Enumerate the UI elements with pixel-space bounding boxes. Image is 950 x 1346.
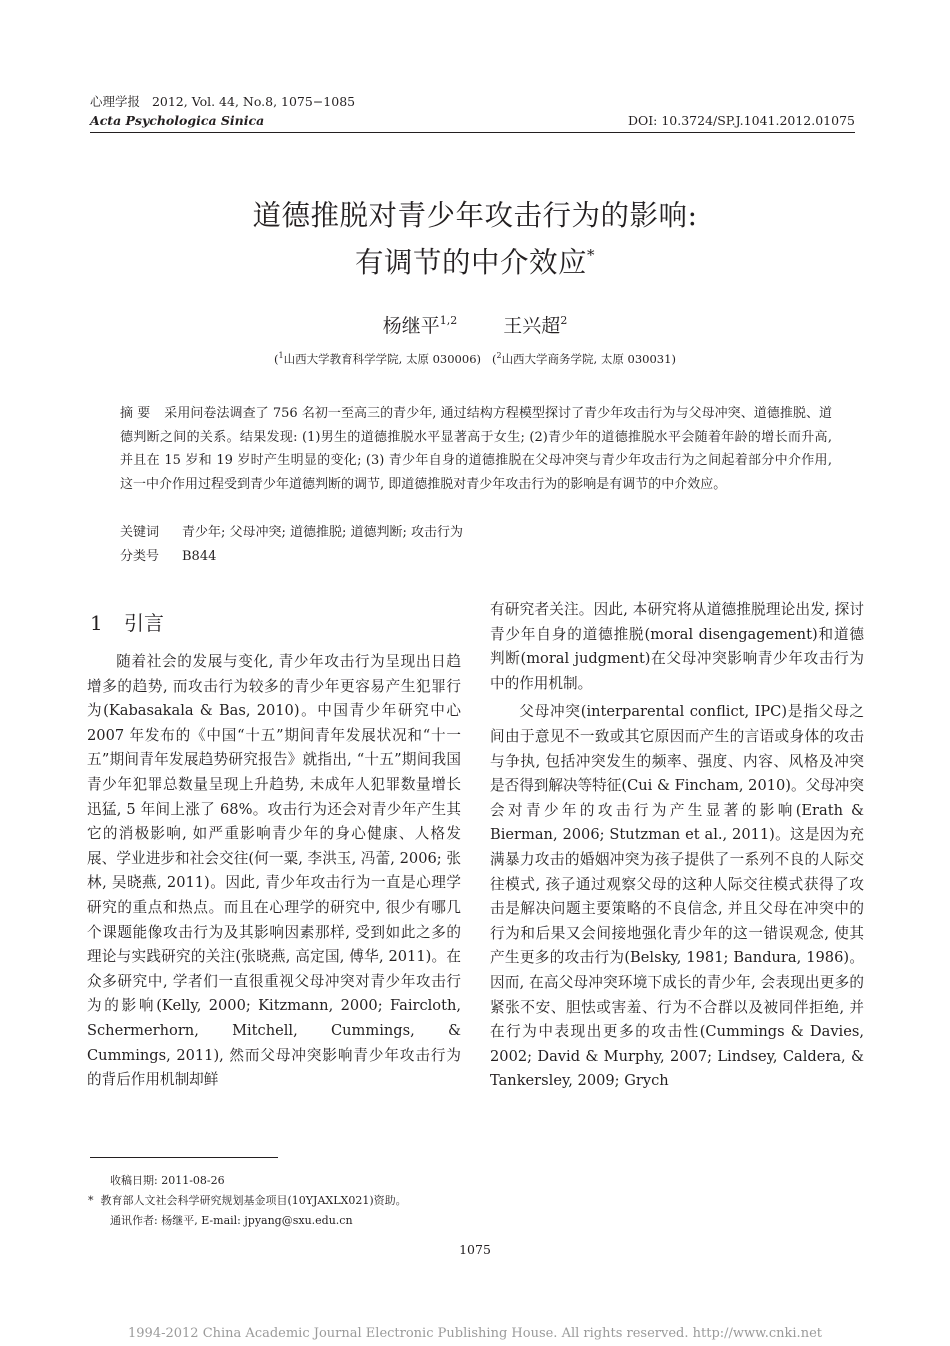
running-header-citation xyxy=(90,94,355,110)
affiliation: 山西大学商务学院, 太原 030031 xyxy=(501,352,672,366)
author-name: 王兴超 xyxy=(503,315,561,337)
author-list xyxy=(0,313,950,339)
body-paragraph: 随着社会的发展与变化, 青少年攻击行为呈现出日趋增多的趋势, 而攻击行为较多的青少年更容易产生犯罪行为(Kabasakala & Bas, 2010)。中国青少年研究中心 2007 年发布的《中国“十五”期间青年发展状况和“十一五”期间青年发展趋势研究报告》就指出, “十五”期间我国青少年犯罪总数量呈现上升趋势, 未成年人犯罪数量增长迅猛, 5 年间上涨了 68%。攻击行为还会对青少年产生其它的消极影响, 如严重影响青少年的身心健康、人格发展、学业进步和社会交往(何一粟, 李洪玉, 冯蕾, 2006; 张林, 吴晓燕, 2011)。因此, 青少年攻击行为一直是心理学研究的重点和热点。而且在心理学的研究中, 很少有哪几个课题能像攻击行为及其影响因素那样, 受到如此之多的理论与实践研究的关注(张晓燕, 高定国, 傅华, 2011)。在众多研究中, 学者们一直很重视父母冲突对青少年攻击行为的影响(Kelly, 2000; Kitzmann, 2000; Faircloth, Schermerhorn, Mitchell, Cummings, & Cummings, 2011), 然而父母冲突影响青少年攻击行为的背后作用机制却鲜 xyxy=(87,653,461,1089)
footnote-contact: 通讯作者: 杨继平, E-mail: jpyang@sxu.edu.cn xyxy=(110,1214,353,1227)
paper-title-line-2: 有调节的中介效应* xyxy=(354,246,595,279)
affiliation: 山西大学教育科学学院, 太原 030006 xyxy=(283,352,477,366)
keywords-text: 青少年; 父母冲突; 道德推脱; 道德判断; 攻击行为 xyxy=(182,525,464,540)
journal-name-en: Acta Psychologica Sinica xyxy=(90,113,265,128)
abstract xyxy=(120,402,832,496)
affiliation-list: ($^1$山西大学教育科学学院, 太原 030006) ($^2$山西大学商务学院, 太原 030031) xyxy=(274,351,676,366)
section-heading xyxy=(90,610,164,636)
keywords xyxy=(120,521,832,545)
footnote-funding xyxy=(88,1191,407,1211)
doi-link[interactable]: DOI: 10.3724/SP.J.1041.2012.01075 xyxy=(627,113,855,128)
author-name: 杨继平 xyxy=(382,315,440,337)
footnote-mark: * xyxy=(88,1194,94,1207)
body-paragraph: 父母冲突(interparental conflict, IPC)是指父母之间由于意见不一致或其它原因而产生的言语或身体的攻击与争执, 包括冲突发生的频率、强度、内容、风格及冲突是否得到解决等特征(Cui & Fincham, 2010)。父母冲突会对青少年的攻击行为产生显著的影响(Erath & Bierman, 2006; Stutzman et al., 2011)。这是因为充满暴力攻击的婚姻冲突为孩子提供了一系列不良的人际交往模式, 孩子通过观察父母的这种人际交往模式获得了攻击是解决问题主要策略的不良信念, 并且父母在冲突中的行为和后果又会间接地强化青少年的这一错误观念, 使其产生更多的攻击行为(Belsky, 1981; Bandura, 1986)。因而, 在高父母冲突环境下成长的青少年, 会表现出更多的紧张不安、胆怯或害羞、行为不合群以及被同伴拒绝, 并在行为中表现出更多的攻击性(Cummings & Davies, 2002; David & Murphy, 2007; Lindsey, Caldera, & Tankersley, 2009; Grych xyxy=(490,703,864,1090)
footnote-rule xyxy=(90,1157,278,1158)
body-column-left xyxy=(87,650,461,1093)
author-affiliation-mark: 1,2 xyxy=(439,314,458,327)
classification-code: B844 xyxy=(182,549,217,564)
keywords-label: 关键词 xyxy=(120,525,160,540)
footnote-received: 收稿日期: 2011-08-26 xyxy=(110,1174,225,1187)
abstract-label: 摘 要 xyxy=(120,406,151,421)
copyright-footer: 1994-2012 China Academic Journal Electronic Publishing House. All rights reserved. http://www.cnki.net xyxy=(128,1326,822,1341)
journal-name-cn: 心理学报 xyxy=(90,94,141,109)
classification xyxy=(120,545,832,569)
author-affiliation-mark: 2 xyxy=(560,314,568,327)
title-footnote-mark: * xyxy=(587,246,595,264)
body-paragraph: 有研究者关注。因此, 本研究将从道德推脱理论出发, 探讨青少年自身的道德推脱(moral disengagement)和道德判断(moral judgment)在父母冲突影响青少年攻击行为中的作用机制。 xyxy=(490,601,864,692)
paper-title-line-1: 道德推脱对青少年攻击行为的影响: xyxy=(252,199,698,232)
journal-citation: 2012, Vol. 44, No.8, 1075−1085 xyxy=(151,94,356,109)
page-number: 1075 xyxy=(459,1242,491,1257)
footnote-funding-text: 教育部人文社会科学研究规划基金项目(10YJAXLX021)资助。 xyxy=(100,1194,407,1207)
abstract-text: 采用问卷法调查了 756 名初一至高三的青少年, 通过结构方程模型探讨了青少年攻击行为与父母冲突、道德推脱、道德判断之间的关系。结果发现: (1)男生的道德推脱水平显著高于女生; (2)青少年的道德推脱水平会随着年龄的增长而升高, 并且在 15 岁和 19 岁时产生明显的变化; (3) 青少年自身的道德推脱在父母冲突与青少年攻击行为之间起着部分中介作用, 这一中介作用过程受到青少年道德判断的调节, 即道德推脱对青少年攻击行为的影响是有调节的中介效应。 xyxy=(120,406,832,492)
header-rule xyxy=(90,132,855,133)
section-title: 引言 xyxy=(124,611,164,635)
classification-label: 分类号 xyxy=(120,549,160,564)
section-number: 1 xyxy=(90,611,103,635)
body-column-right xyxy=(490,598,864,1094)
